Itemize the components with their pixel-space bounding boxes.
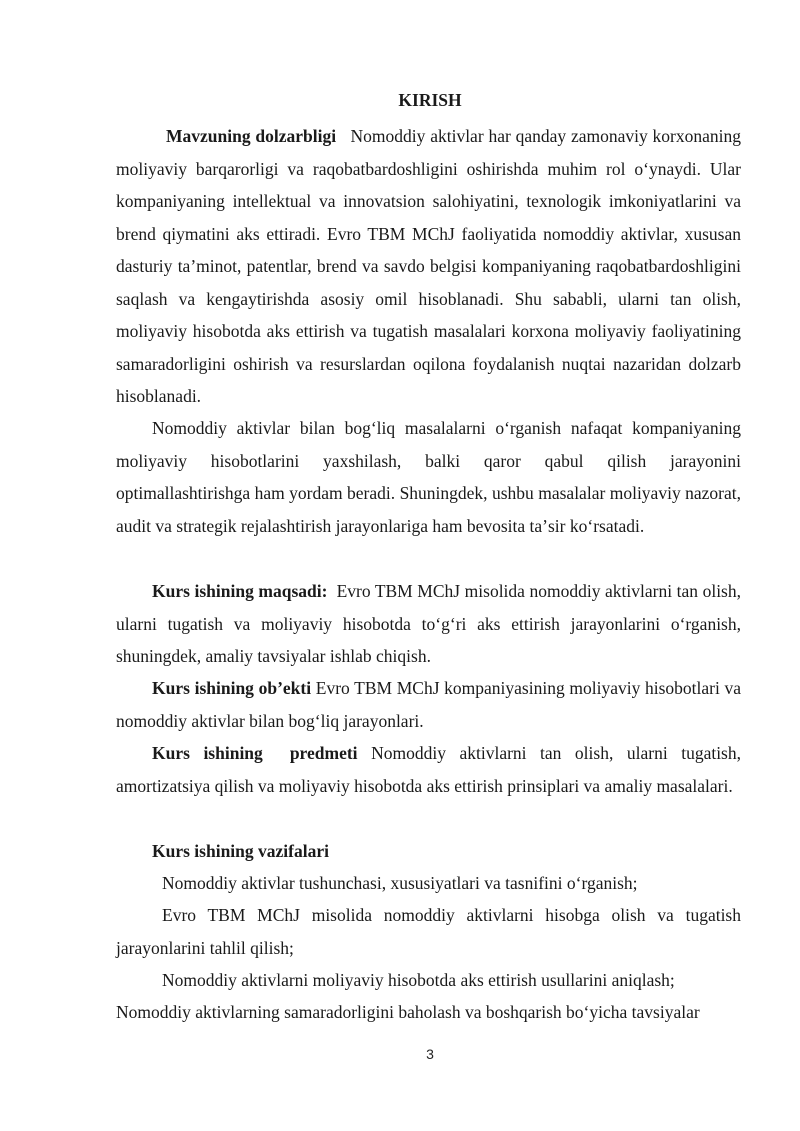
- subject-label: Kurs ishining predmeti: [152, 743, 358, 763]
- tasks-label: Kurs ishining vazifalari: [152, 841, 329, 861]
- goal-label: Kurs ishining maqsadi:: [152, 581, 328, 601]
- page-number: 3: [426, 1046, 434, 1062]
- task-item: Nomoddiy aktivlar tushunchasi, xususiyatlari va tasnifini oʻrganish;: [162, 873, 638, 893]
- task-item: Nomoddiy aktivlarning samaradorligini baholash va boshqarish boʻyicha tavsiyalar: [116, 1002, 700, 1022]
- subject-text: Nomoddiy aktivlarni tan olish, ularni tugatish, amortizatsiya qilish va moliyaviy hisobotda aks ettirish prinsiplari va amaliy masalalari.: [116, 743, 741, 796]
- object-text: Evro TBM MChJ kompaniyasining moliyaviy hisobotlari va nomoddiy aktivlar bilan bogʻliq jarayonlari.: [116, 678, 742, 731]
- paragraph-importance: [116, 412, 741, 542]
- object-label: Kurs ishining obʼekti: [152, 678, 312, 698]
- paragraph-relevance: [116, 120, 741, 413]
- relevance-label: Mavzuning dolzarbligi: [166, 126, 337, 146]
- paragraph-tasks-heading: [116, 835, 741, 868]
- relevance-text: Nomoddiy aktivlar har qanday zamonaviy korxonaning moliyaviy barqarorligi va raqobatbardoshligini oshirishda muhim rol oʻynaydi. Ular kompaniyaning intellektual va innovatsion salohiyatini, texnologik imkoniyatlarini va brend qiymatini aks ettiradi. Evro TBM MChJ faoliyatida nomoddiy aktivlar, xususan dasturiy taʼminot, patentlar, brend va savdo belgisi kompaniyaning raqobatbardoshligini saqlash va kengaytirishda asosiy omil hisoblanadi. Shu sababli, ularni tan olish, moliyaviy hisobotda aks ettirish va tugatish masalalari korxona moliyaviy faoliyatining samaradorligini oshirish va resurslardan oqilona foydalanish nuqtai nazaridan dolzarb hisoblanadi.: [116, 126, 741, 406]
- task-item: Nomoddiy aktivlarni moliyaviy hisobotda aks ettirish usullarini aniqlash;: [162, 970, 675, 990]
- paragraph-subject: [116, 737, 741, 802]
- paragraph-goal: [116, 575, 741, 673]
- page-title: KIRISH: [398, 90, 462, 110]
- task-item: Evro TBM MChJ misolida nomoddiy aktivlarni hisobga olish va tugatish jarayonlarini tahlil qilish;: [116, 905, 741, 958]
- paragraph-object: [116, 672, 741, 737]
- goal-text: Evro TBM MChJ misolida nomoddiy aktivlarni tan olish, ularni tugatish va moliyaviy hisobotda toʻgʻri aks ettirish jarayonlarini oʻrganish, shuningdek, amaliy tavsiyalar ishlab chiqish.: [116, 581, 741, 666]
- importance-text: Nomoddiy aktivlar bilan bogʻliq masalalarni oʻrganish nafaqat kompaniyaning moliyaviy hisobotlarini yaxshilash, balki qaror qabul qilish jarayonini optimallashtirishga ham yordam beradi. Shuningdek, ushbu masalalar moliyaviy nazorat, audit va strategik rejalashtirish jarayonlariga ham bevosita taʼsir koʻrsatadi.: [116, 418, 741, 536]
